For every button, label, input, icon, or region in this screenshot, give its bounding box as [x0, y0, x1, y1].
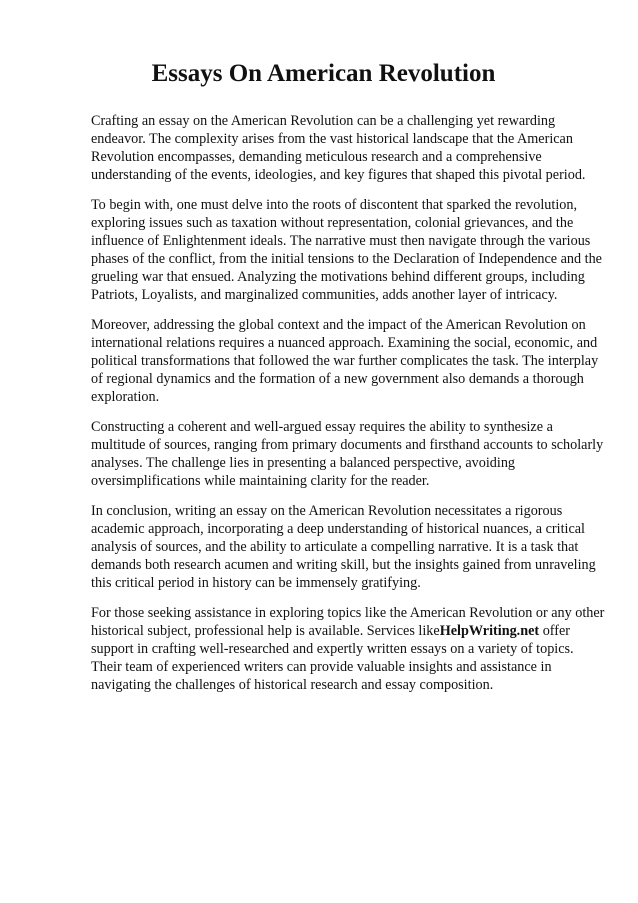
- paragraph-1: Crafting an essay on the American Revolution can be a challenging yet rewarding endeavor. The complexity arises from the vast historical landscape that the American Revolution encompasses, demanding meticulous research and a comprehensive understanding of the events, ideologies, and key figures that shaped this pivotal period.: [91, 113, 586, 183]
- document-title: Essays On American Revolution: [151, 60, 496, 87]
- paragraph-6-after: offer support in crafting well-researched and expertly written essays on a variety of topics. Their team of experienced writers can provide valuable insights and assistance in navigating the challenges of historical research and essay composition.: [91, 623, 574, 693]
- paragraph-4: Constructing a coherent and well-argued essay requires the ability to synthesize a multitude of sources, ranging from primary documents and firsthand accounts to scholarly analyses. The challenge lies in presenting a balanced perspective, avoiding oversimplifications while maintaining clarity for the reader.: [91, 419, 604, 489]
- service-name: HelpWriting.net: [439, 623, 540, 639]
- paragraph-3: Moreover, addressing the global context and the impact of the American Revolution on international relations requires a nuanced approach. Examining the social, economic, and political transformations that followed the war further complicates the task. The interplay of regional dynamics and the formation of a new government also demands a thorough exploration.: [91, 317, 599, 405]
- paragraph-6-before: For those seeking assistance in exploring topics like the American Revolution or any other historical subject, professional help is available. Services like: [91, 605, 605, 639]
- paragraph-2: To begin with, one must delve into the roots of discontent that sparked the revolution, exploring issues such as taxation without representation, colonial grievances, and the influence of Enlightenment ideals. The narrative must then navigate through the various phases of the conflict, from the initial tensions to the Declaration of Independence and the grueling war that ensued. Analyzing the motivations behind different groups, including Patriots, Loyalists, and marginalized communities, adds another layer of intricacy.: [91, 197, 602, 303]
- paragraph-6: [91, 604, 606, 694]
- paragraph-5: In conclusion, writing an essay on the American Revolution necessitates a rigorous academic approach, incorporating a deep understanding of historical nuances, a critical analysis of sources, and the ability to articulate a compelling narrative. It is a task that demands both research acumen and writing skill, but the insights gained from unraveling this critical period in history can be immensely gratifying.: [91, 503, 596, 591]
